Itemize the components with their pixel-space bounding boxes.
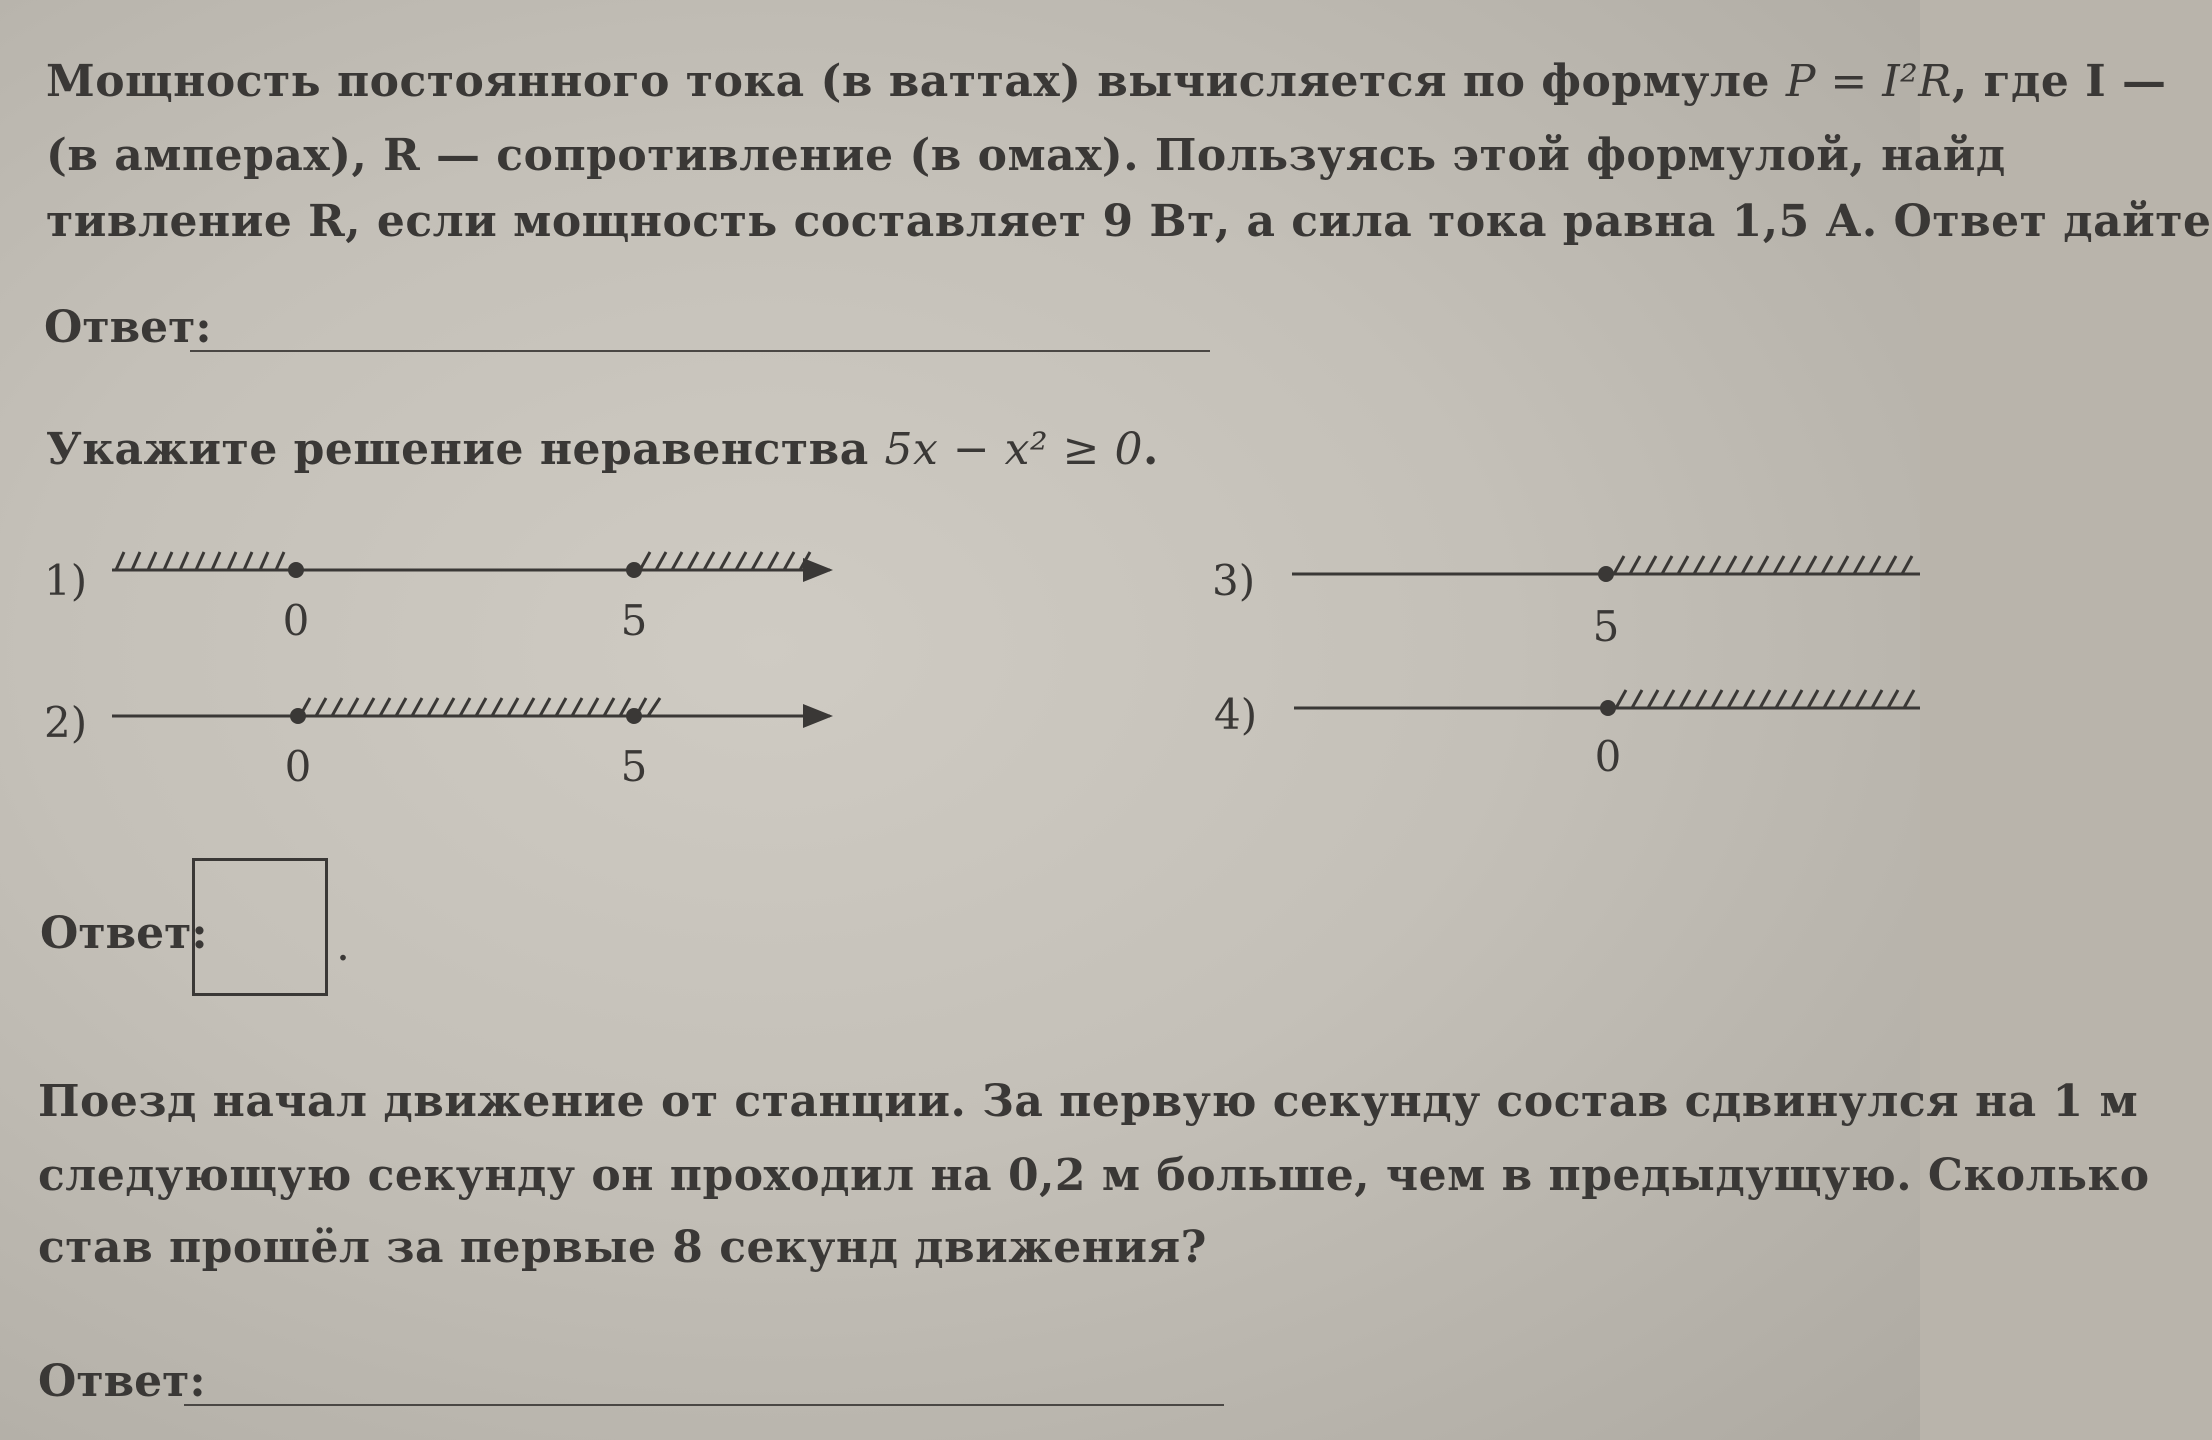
option-1-hatch-right [640, 552, 810, 570]
option-4-tick-0: 0 [1594, 732, 1622, 781]
option-2-number-line [112, 698, 830, 724]
option-3-tick-5: 5 [1592, 602, 1620, 651]
inequality-formula: 5x − x² ≥ 0 [884, 424, 1143, 475]
option-1-label[interactable]: 1) [44, 556, 88, 605]
option-2-point-0 [290, 708, 306, 724]
option-2-label[interactable]: 2) [44, 698, 88, 747]
option-4-number-line [1294, 690, 1920, 716]
problem-1-line-3: тивление R, если мощность составляет 9 Вт, а сила тока равна 1,5 А. Ответ дайте [46, 196, 2212, 247]
problem-1-answer-label: Ответ: [44, 302, 212, 353]
option-1-tick-5: 5 [620, 596, 648, 645]
option-4-hatch-right [1616, 690, 1914, 708]
problem-1-line-1-tail: , где I — [1951, 56, 2167, 107]
option-1-point-0 [288, 562, 304, 578]
power-formula: P = I²R [1785, 56, 1952, 107]
option-1-hatch-left [116, 552, 284, 570]
problem-2-prompt: Укажите решение неравенства [46, 424, 885, 475]
problem-3-answer-line[interactable] [184, 1404, 1224, 1406]
option-2-hatch-between [300, 698, 660, 716]
problem-2-prompt-end: . [1142, 424, 1159, 475]
problem-1-line-1-text: Мощность постоянного тока (в ваттах) вычисляется по формуле [46, 56, 1786, 107]
option-2-point-5 [626, 708, 642, 724]
option-3-label[interactable]: 3) [1212, 556, 1256, 605]
option-3-point-5 [1598, 566, 1614, 582]
problem-3-line-3: став прошёл за первые 8 секунд движения? [38, 1222, 1207, 1273]
problem-1-line-2: (в амперах), R — сопротивление (в омах). Пользуясь этой формулой, найд [46, 130, 2006, 181]
option-1-number-line [112, 552, 830, 578]
option-1-tick-0: 0 [282, 596, 310, 645]
option-3-number-line [1292, 556, 1920, 582]
option-4-point-0 [1600, 700, 1616, 716]
option-2-tick-0: 0 [284, 742, 312, 791]
problem-3-answer-label: Ответ: [38, 1356, 206, 1407]
option-3-hatch-right [1614, 556, 1912, 574]
problem-3-line-2: следующую секунду он проходил на 0,2 м больше, чем в предыдущую. Сколько [38, 1150, 2150, 1201]
option-4-label[interactable]: 4) [1214, 690, 1258, 739]
problem-2-answer-dot: . [336, 920, 350, 971]
problem-2-answer-box[interactable] [192, 858, 328, 996]
problem-2-answer-label: Ответ: [40, 908, 208, 959]
problem-3-line-1: Поезд начал движение от станции. За первую секунду состав сдвинулся на 1 м [38, 1076, 2139, 1127]
option-2-tick-5: 5 [620, 742, 648, 791]
option-1-point-5 [626, 562, 642, 578]
